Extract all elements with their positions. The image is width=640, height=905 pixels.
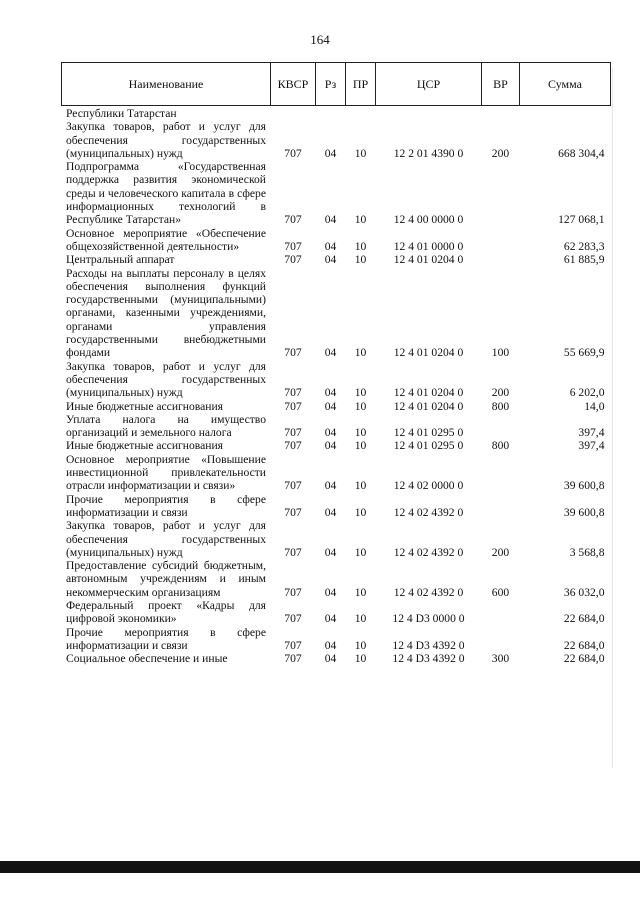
cell-sum: 22 684,0 bbox=[563, 652, 605, 666]
budget-table bbox=[61, 62, 611, 665]
cell-rz: 04 bbox=[324, 253, 337, 267]
cell-name: Основное мероприятие «Повышение инвестиционной привлекательности отрасли информатизации и связи» bbox=[66, 452, 266, 493]
cell-name: Закупка товаров, работ и услуг для обеспечения государственных (муниципальных) нужд bbox=[66, 359, 266, 400]
cell-name: Федеральный проект «Кадры для цифровой экономики» bbox=[66, 598, 266, 626]
cell-csr: 12 4 02 4392 0 bbox=[393, 545, 464, 559]
cell-pr bbox=[346, 106, 376, 121]
cell-csr: 12 4 02 0000 0 bbox=[393, 479, 464, 493]
cell-csr: 12 4 01 0204 0 bbox=[393, 386, 464, 400]
cell-sum: 127 068,1 bbox=[558, 213, 605, 227]
cell-rz: 04 bbox=[324, 638, 337, 652]
cell-csr: 12 4 D3 4392 0 bbox=[392, 652, 465, 666]
cell-csr: 12 4 D3 0000 0 bbox=[392, 612, 465, 626]
table-row bbox=[62, 360, 611, 400]
scan-edge-line bbox=[612, 68, 613, 768]
cell-pr: 10 bbox=[354, 253, 367, 267]
table-row bbox=[62, 439, 611, 452]
cell-csr: 12 4 02 4392 0 bbox=[393, 505, 464, 519]
table-row bbox=[62, 652, 611, 665]
cell-vr: 200 bbox=[491, 146, 510, 160]
cell-name: Республики Татарстан bbox=[66, 107, 177, 120]
cell-rz: 04 bbox=[324, 146, 337, 160]
cell-name: Прочие мероприятия в сфере информатизации и связи bbox=[66, 625, 266, 652]
cell-csr: 12 4 01 0204 0 bbox=[393, 399, 464, 413]
cell-kvsr: 707 bbox=[284, 239, 302, 253]
cell-csr: 12 4 D3 4392 0 bbox=[392, 638, 465, 652]
cell-sum bbox=[520, 106, 611, 121]
cell-csr: 12 4 01 0204 0 bbox=[393, 253, 464, 267]
cell-name: Расходы на выплаты персоналу в целях обеспечения выполнения функций государственными (муниципальными) органами, казенными учреждениями, органами управления государственными внебюджетными фондами bbox=[66, 266, 266, 360]
cell-sum: 6 202,0 bbox=[569, 386, 605, 400]
cell-kvsr bbox=[271, 106, 316, 121]
cell-sum: 39 600,8 bbox=[563, 505, 605, 519]
cell-kvsr: 707 bbox=[284, 386, 302, 400]
cell-rz bbox=[316, 106, 346, 121]
table-row bbox=[62, 599, 611, 626]
cell-name: Иные бюджетные ассигнования bbox=[66, 439, 223, 453]
cell-csr bbox=[376, 106, 482, 121]
cell-kvsr: 707 bbox=[284, 479, 302, 493]
cell-kvsr: 707 bbox=[284, 545, 302, 559]
table-row bbox=[62, 160, 611, 226]
header-csr: ЦСР bbox=[376, 63, 482, 106]
cell-kvsr: 707 bbox=[284, 585, 302, 599]
header-pr: ПР bbox=[346, 63, 376, 106]
cell-kvsr: 707 bbox=[284, 399, 302, 413]
cell-sum: 397,4 bbox=[578, 426, 605, 440]
cell-name: Иные бюджетные ассигнования bbox=[66, 399, 223, 413]
cell-pr: 10 bbox=[354, 213, 367, 227]
cell-sum: 397,4 bbox=[578, 439, 605, 453]
cell-name: Подпрограмма «Государственная поддержка развития экономической среды и человеческого капитала в сфере информационных технологий в Республике Татарстан» bbox=[66, 160, 266, 227]
table-row bbox=[62, 106, 611, 121]
cell-kvsr: 707 bbox=[284, 426, 302, 440]
cell-name: Прочие мероприятия в сфере информатизации и связи bbox=[66, 492, 266, 519]
cell-rz: 04 bbox=[324, 346, 337, 360]
cell-sum: 39 600,8 bbox=[563, 479, 605, 493]
cell-kvsr: 707 bbox=[284, 638, 302, 652]
table-row bbox=[62, 519, 611, 559]
cell-name: Предоставление субсидий бюджетным, автономным учреждениям и иным некоммерческим организациям bbox=[66, 559, 266, 599]
cell-kvsr: 707 bbox=[284, 213, 302, 227]
cell-csr: 12 4 02 4392 0 bbox=[393, 585, 464, 599]
cell-name: Социальное обеспечение и иные bbox=[66, 652, 228, 666]
table-row bbox=[62, 227, 611, 254]
table-row bbox=[62, 267, 611, 360]
header-kvsr: КВСР bbox=[271, 63, 316, 106]
cell-csr: 12 4 01 0295 0 bbox=[393, 426, 464, 440]
cell-vr bbox=[482, 453, 520, 493]
cell-kvsr: 707 bbox=[284, 346, 302, 360]
cell-csr: 12 4 01 0204 0 bbox=[393, 346, 464, 360]
cell-vr: 600 bbox=[491, 585, 510, 599]
cell-vr bbox=[482, 106, 520, 121]
scan-bottom-bar bbox=[0, 861, 640, 873]
table-row bbox=[62, 400, 611, 413]
cell-pr: 10 bbox=[354, 505, 367, 519]
cell-pr: 10 bbox=[354, 346, 367, 360]
table-row bbox=[62, 253, 611, 266]
cell-vr bbox=[482, 413, 520, 440]
cell-vr bbox=[482, 599, 520, 626]
cell-rz: 04 bbox=[324, 439, 337, 453]
table-row bbox=[62, 493, 611, 520]
header-name: Наименование bbox=[62, 63, 271, 106]
cell-kvsr: 707 bbox=[284, 146, 302, 160]
cell-rz: 04 bbox=[324, 426, 337, 440]
cell-sum: 3 568,8 bbox=[569, 545, 605, 559]
cell-vr: 800 bbox=[491, 439, 510, 453]
cell-sum: 55 669,9 bbox=[563, 346, 605, 360]
cell-sum: 61 885,9 bbox=[563, 253, 605, 267]
cell-vr bbox=[482, 493, 520, 520]
cell-csr: 12 4 01 0295 0 bbox=[393, 439, 464, 453]
cell-kvsr: 707 bbox=[284, 612, 302, 626]
cell-rz: 04 bbox=[324, 585, 337, 599]
cell-rz: 04 bbox=[324, 213, 337, 227]
cell-vr: 300 bbox=[491, 652, 510, 666]
cell-pr: 10 bbox=[354, 585, 367, 599]
cell-sum: 62 283,3 bbox=[563, 239, 605, 253]
cell-csr: 12 4 00 0000 0 bbox=[393, 213, 464, 227]
header-sum: Сумма bbox=[520, 63, 611, 106]
cell-name: Основное мероприятие «Обеспечение общехозяйственной деятельности» bbox=[66, 226, 266, 253]
cell-pr: 10 bbox=[354, 239, 367, 253]
cell-name: Закупка товаров, работ и услуг для обеспечения государственных (муниципальных) нужд bbox=[66, 519, 266, 559]
cell-csr: 12 4 01 0000 0 bbox=[393, 239, 464, 253]
page-number: 164 bbox=[310, 32, 330, 47]
cell-vr: 800 bbox=[491, 399, 510, 413]
cell-pr: 10 bbox=[354, 545, 367, 559]
cell-vr: 200 bbox=[491, 545, 510, 559]
cell-vr bbox=[482, 160, 520, 226]
cell-rz: 04 bbox=[324, 239, 337, 253]
cell-name: Центральный аппарат bbox=[66, 253, 175, 267]
cell-name: Закупка товаров, работ и услуг для обеспечения государственных (муниципальных) нужд bbox=[66, 120, 266, 160]
table-row bbox=[62, 559, 611, 599]
cell-pr: 10 bbox=[354, 426, 367, 440]
cell-kvsr: 707 bbox=[284, 505, 302, 519]
header-vr: ВР bbox=[482, 63, 520, 106]
cell-vr bbox=[482, 227, 520, 254]
table-body bbox=[62, 106, 611, 666]
cell-pr: 10 bbox=[354, 612, 367, 626]
cell-pr: 10 bbox=[354, 439, 367, 453]
cell-pr: 10 bbox=[354, 146, 367, 160]
cell-rz: 04 bbox=[324, 545, 337, 559]
cell-vr: 200 bbox=[491, 386, 510, 400]
cell-sum: 668 304,4 bbox=[558, 146, 605, 160]
cell-sum: 22 684,0 bbox=[563, 638, 605, 652]
cell-rz: 04 bbox=[324, 386, 337, 400]
cell-pr: 10 bbox=[354, 652, 367, 666]
cell-kvsr: 707 bbox=[284, 439, 302, 453]
cell-sum: 14,0 bbox=[584, 399, 605, 413]
cell-kvsr: 707 bbox=[284, 253, 302, 267]
cell-rz: 04 bbox=[324, 652, 337, 666]
cell-sum: 36 032,0 bbox=[563, 585, 605, 599]
table-row bbox=[62, 626, 611, 653]
table-row bbox=[62, 413, 611, 440]
cell-pr: 10 bbox=[354, 638, 367, 652]
cell-vr: 100 bbox=[491, 346, 510, 360]
cell-vr bbox=[482, 626, 520, 653]
cell-pr: 10 bbox=[354, 479, 367, 493]
cell-kvsr: 707 bbox=[284, 652, 302, 666]
cell-rz: 04 bbox=[324, 505, 337, 519]
cell-sum: 22 684,0 bbox=[563, 612, 605, 626]
cell-pr: 10 bbox=[354, 386, 367, 400]
cell-rz: 04 bbox=[324, 612, 337, 626]
cell-csr: 12 2 01 4390 0 bbox=[393, 146, 464, 160]
table-row bbox=[62, 453, 611, 493]
cell-vr bbox=[482, 253, 520, 266]
cell-pr: 10 bbox=[354, 399, 367, 413]
header-rz: Рз bbox=[316, 63, 346, 106]
table-header-row bbox=[62, 63, 611, 106]
cell-name: Уплата налога на имущество организаций и земельного налога bbox=[66, 412, 266, 440]
cell-rz: 04 bbox=[324, 479, 337, 493]
table-row bbox=[62, 120, 611, 160]
cell-rz: 04 bbox=[324, 399, 337, 413]
